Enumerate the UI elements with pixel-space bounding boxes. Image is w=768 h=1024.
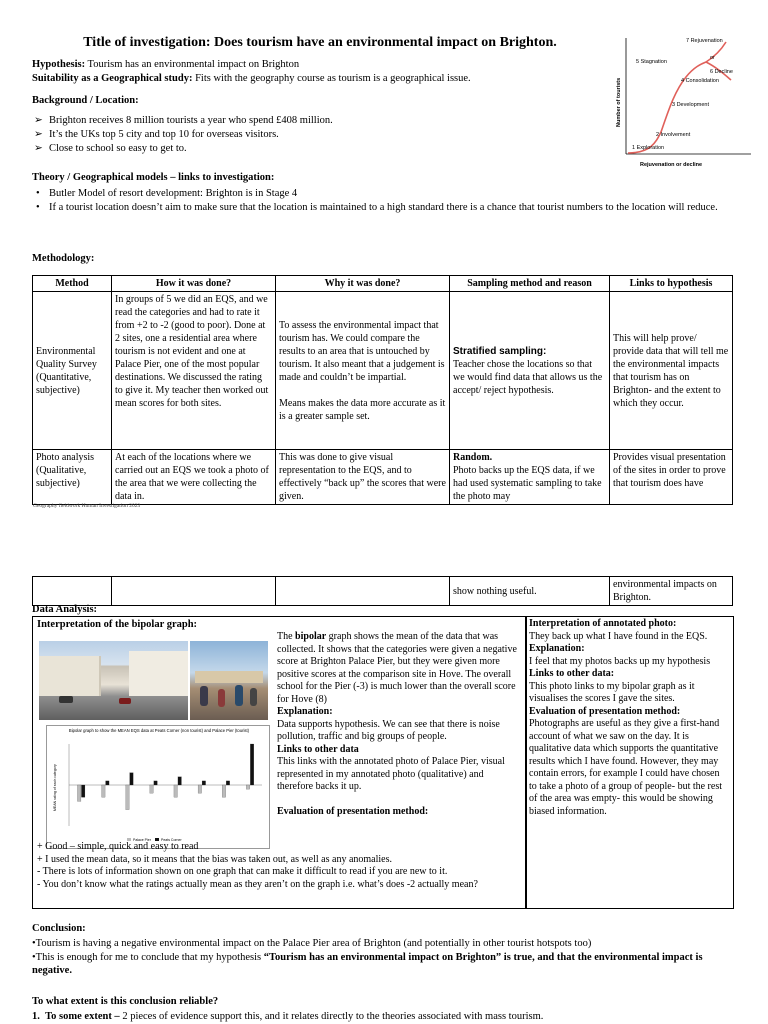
photo-evaluation-label: Evaluation of presentation method: (529, 705, 681, 717)
links-label: Links to other data (277, 743, 359, 755)
chart-bar (106, 781, 110, 785)
list-item: - There is lots of information shown on one graph that can make it difficult to read if you are new to it. (37, 866, 448, 877)
photo-interpretation-text (529, 618, 729, 818)
sampling-text: Photo backs up the EQS data, if we had used systematic sampling to take the photo may (453, 465, 602, 502)
sampling-cell (450, 450, 610, 505)
hypothesis-label: Hypothesis: (32, 59, 86, 70)
method-cell: Environmental Quality Survey (Quantitative, subjective) (33, 292, 112, 450)
photo-links-label: Links to other data: (529, 668, 615, 679)
hypothesis-line (32, 58, 602, 71)
list-item: + I used the mean data, so it means that the bias was taken out, as well as any anomalies. (37, 853, 392, 865)
links-cell: This will help prove/ provide data that will tell me the environmental impacts that tourism has on Brighton- and the extent to which they occur. (610, 292, 733, 450)
list-item: + Good – simple, quick and easy to read (37, 841, 199, 852)
chart-bar (226, 781, 230, 785)
street-photo (39, 641, 188, 720)
chart-bar (130, 773, 134, 785)
suitability-line (32, 72, 602, 85)
legend-label: Palace Pier (133, 838, 151, 842)
conclusion-line-2: •This is enough for me to conclude that my hypothesis “Tourism has an environmental impact on Brighton” is true, and that the environmental impact is negative. (32, 952, 703, 977)
stage-label: 7 Rejuvenation (686, 38, 723, 44)
column-header: How it was done? (112, 276, 276, 292)
page-title: Title of investigation: Does tourism have an environmental impact on Brighton. (83, 35, 557, 50)
list-item: ➢ It’s the UKs top 5 city and top 10 for overseas visitors. (34, 129, 279, 141)
column-header: Sampling method and reason (450, 276, 610, 292)
chart-bar (250, 744, 254, 785)
methodology-table (32, 275, 733, 505)
stage-label: 2 Involvement (656, 132, 691, 138)
theory-heading: Theory / Geographical models – links to investigation: (32, 172, 275, 183)
data-analysis-heading: Data Analysis: (32, 604, 98, 615)
chart-title: Bipolar graph to show the MEAN EQS data at Peats Corner (non tourist) and Palace Pier (tourist) (68, 728, 250, 733)
table-header-row (33, 276, 733, 292)
reliability-heading: To what extent is this conclusion reliable? (32, 996, 219, 1007)
sampling-label: Stratified sampling: (453, 345, 547, 357)
y-axis-label: Number of tourists (616, 77, 622, 127)
explanation-label: Explanation: (277, 706, 333, 717)
photo-text: They back up what I have found in the EQS. (529, 630, 708, 642)
methodology-table-continued (32, 576, 733, 606)
palace-pier-photo (190, 641, 268, 720)
stage-label: 1 Exploration (632, 145, 665, 151)
theory-list (34, 186, 724, 215)
suitability-label: Suitability as a Geographical study: (32, 73, 193, 84)
list-item: - You don’t know what the ratings actually mean as they aren’t on the graph i.e. what’s does -2 actually mean? (37, 878, 478, 890)
reliability-item: 1. To some extent – 2 pieces of evidence support this, and it relates directly to the theories associated with mass tourism. (32, 1011, 544, 1022)
stage-label: 3 Development (672, 102, 709, 108)
chart-bar (198, 785, 202, 793)
photo-links-text: This photo links to my bipolar graph as it visualises the scores I gave the sites. (529, 680, 695, 704)
butler-model-diagram (606, 32, 756, 172)
evaluation-list (37, 841, 521, 891)
conclusion-heading: Conclusion: (32, 923, 86, 934)
chart-bar (154, 781, 158, 785)
column-header: Why it was done? (276, 276, 450, 292)
legend-label: Peats Corner (161, 838, 182, 842)
why-cell: This was done to give visual representation to the EQS, and to effectively “back up” the scores that were given. (276, 450, 450, 505)
bipolar-graph (46, 725, 270, 849)
table-row (33, 292, 733, 450)
chart-y-label: MEAN rating of each category (53, 764, 57, 811)
how-cell: In groups of 5 we did an EQS, and we read the categories and had to rate it from +2 to -2 (good to poor). Done at 2 sites, one a residential area where tourism is not evident and one at Palace Pier, one of the most popular destinations. We discussed the rating to give it. My teacher then worked out mean scores for both sites. (112, 292, 276, 450)
links-text: This links with the annotated photo of Palace Pier, visual represented in my annotated photo (qualitative) and therefore backs it up. (277, 756, 505, 792)
evaluation-label: Evaluation of presentation method: (277, 805, 429, 817)
why-text-2: Means makes the data more accurate as it is a greater sample set. (279, 397, 446, 422)
arrow-bullet-icon: ➢ (34, 143, 43, 155)
links-cell: Provides visual presentation of the sites in order to prove that tourism does have (610, 450, 733, 505)
sampling-cell: show nothing useful. (450, 577, 610, 606)
column-header: Method (33, 276, 112, 292)
bipolar-chart-svg (47, 726, 269, 848)
links-cell: environmental impacts on Brighton. (610, 577, 733, 606)
chart-bar (77, 785, 81, 801)
sampling-label: Random. (453, 452, 493, 463)
table-row (33, 450, 733, 505)
stage-label: 6 Decline (710, 69, 733, 75)
chart-bar (246, 785, 250, 789)
background-list (34, 113, 594, 156)
table-row (33, 577, 733, 606)
column-header: Links to hypothesis (610, 276, 733, 292)
explanation-text: Data supports hypothesis. We can see that there is noise pollution, traffic and big groups of people. (277, 718, 500, 742)
or-label: or (710, 55, 715, 61)
how-cell: At each of the locations where we carried out an EQS we took a photo of the area that we were collecting the data in. (112, 450, 276, 505)
arrow-bullet-icon: ➢ (34, 115, 43, 126)
suitability-text: Fits with the geography course as tourism is a geographical issue. (192, 73, 471, 84)
hypothesis-text: Tourism has an environmental impact on Brighton (85, 59, 300, 70)
photo-explanation-label: Explanation: (529, 643, 585, 654)
bipolar-heading: Interpretation of the bipolar graph: (37, 619, 198, 630)
chart-bar (102, 785, 106, 797)
photo-heading: Interpretation of annotated photo: (529, 618, 677, 629)
bipolar-paragraph: The bipolar graph shows the mean of the data that was collected. It shows that the categories were given a negative score at Brighton Palace Pier, but they were given more positive scores at the comparison site in Hove. The overall school for the Pier (-3) is much lower than the overall score for Hove (8) (277, 631, 517, 705)
why-text: To assess the environmental impact that tourism has. We could compare the results to an area that is untouched by tourism. It also meant that a judgement is made and couldn’t be impartial. (279, 319, 445, 383)
conclusion-line-1: •Tourism is having a negative environmental impact on the Palace Pier area of Brighton (and potentially in other tourist hotspots too) (32, 938, 592, 949)
chart-bar (178, 777, 182, 785)
list-item: ➢ Close to school so easy to get to. (34, 143, 187, 155)
chart-bar (150, 785, 154, 793)
chart-bar (174, 785, 178, 797)
why-cell (276, 292, 450, 450)
list-item: • Butler Model of resort development: Brighton is in Stage 4 (36, 188, 298, 199)
arrow-bullet-icon: ➢ (34, 129, 43, 141)
chart-bar (126, 785, 130, 810)
page-footer: Geography fieldwork Human Investigation 2023 (33, 503, 141, 509)
chart-bar (202, 781, 206, 785)
photo-explanation-text: I feel that my photos backs up my hypothesis (529, 655, 711, 667)
chart-bar (222, 785, 226, 797)
stage-label: 4 Consolidation (681, 78, 719, 84)
sampling-cell (450, 292, 610, 450)
list-item: ➢ Brighton receives 8 million tourists a year who spend £408 million. (34, 115, 333, 126)
background-heading: Background / Location: (32, 95, 139, 106)
sampling-text: Teacher chose the locations so that we would find data that allows us the accept/ reject hypothesis. (453, 358, 603, 396)
x-axis-label: Rejuvenation or decline (640, 162, 703, 168)
chart-bar (81, 785, 85, 797)
photo-evaluation-text: Photographs are useful as they give a first-hand account of what we saw on the day. It is qualitative data which supports the quantitative results which I have found. However, they may contain errors, for example I could have chosen to take a photo of a group of people- but the rest of the area was empty- this would be showing biased information. (529, 718, 722, 817)
list-item: • If a tourist location doesn’t aim to make sure that the location is maintained to a high standard there is a chance that tourist numbers to the location will reduce. (36, 202, 718, 214)
stage-label: 5 Stagnation (636, 59, 667, 65)
bipolar-text (277, 631, 519, 818)
methodology-heading: Methodology: (32, 253, 95, 264)
method-cell: Photo analysis (Qualitative, subjective) (33, 450, 112, 505)
